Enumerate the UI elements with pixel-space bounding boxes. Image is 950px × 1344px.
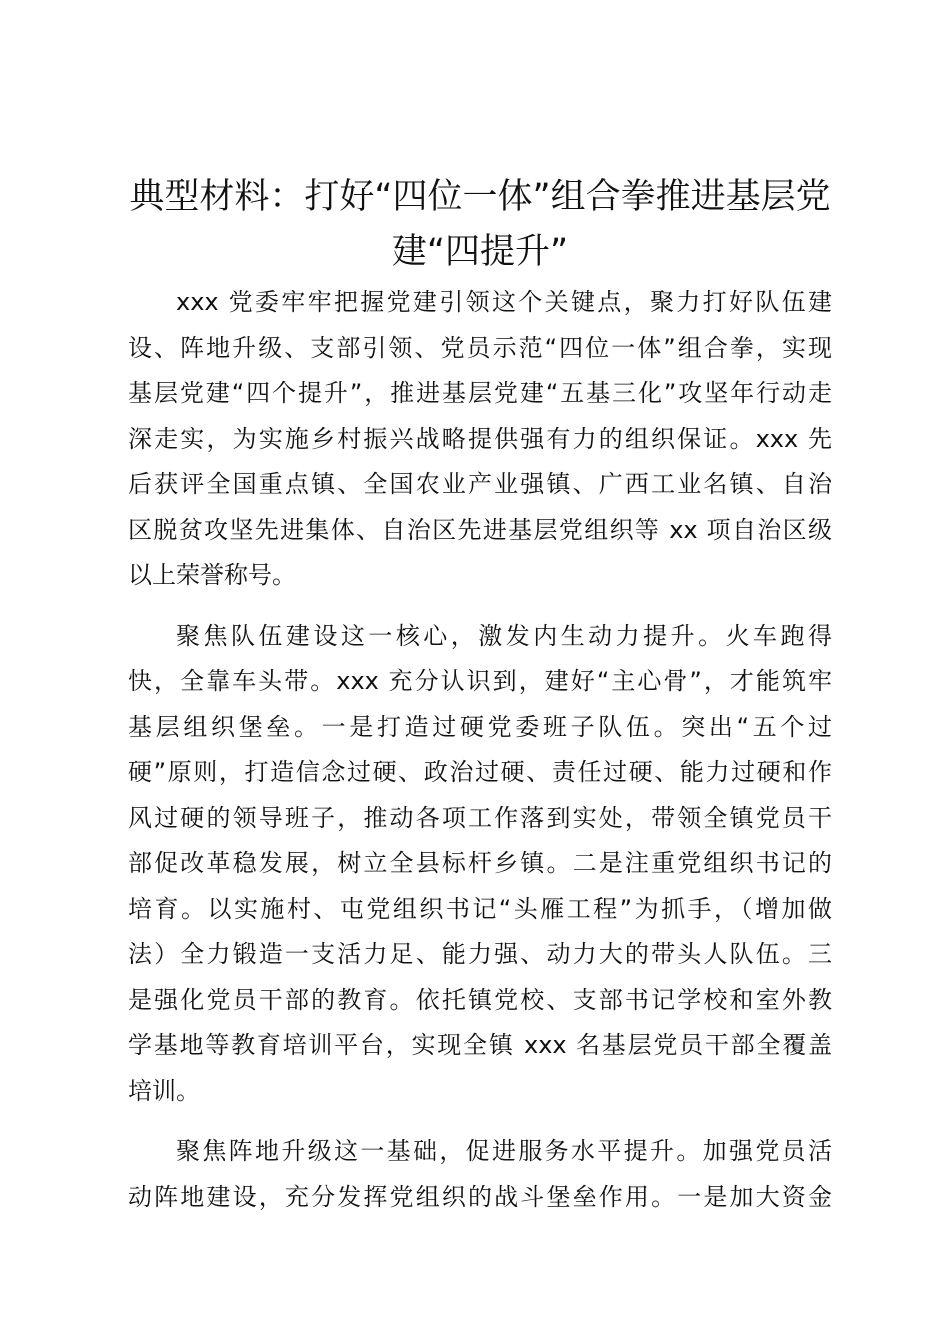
text-line: 后获评全国重点镇、全国农业产业强镇、广西工业名镇、自治	[128, 470, 832, 498]
text-line: 动阵地建设，充分发挥党组织的战斗堡垒作用。一是加大资金	[128, 1182, 832, 1211]
text-line: 基层组织堡垒。一是打造过硬党委班子队伍。突出“五个过	[128, 712, 832, 741]
text-line: xxx 党委牢牢把握党建引领这个关键点，聚力打好队伍建	[176, 288, 832, 316]
paragraph-1	[128, 280, 832, 599]
text-line: 风过硬的领导班子，推动各项工作落到实处，带领全镇党员干	[128, 803, 832, 832]
text-line: 聚焦队伍建设这一核心，激发内生动力提升。火车跑得	[176, 621, 832, 650]
text-line: 是强化党员干部的教育。依托镇党校、支部书记学校和室外教	[128, 985, 832, 1014]
text-line: 设、阵地升级、支部引领、党员示范“四位一体”组合拳，实现	[128, 333, 832, 362]
title-line-1: 典型材料：打好“四位一体”组合拳推进基层党	[129, 177, 831, 217]
text-line: 聚焦阵地升级这一基础，促进服务水平提升。加强党员活	[176, 1137, 832, 1165]
paragraph-3	[128, 1129, 832, 1220]
document-page	[128, 170, 832, 1235]
text-line: 培训。	[128, 1076, 200, 1105]
paragraph-2	[128, 614, 832, 1115]
text-line: 快，全靠车头带。xxx 充分认识到，建好“主心骨”，才能筑牢	[128, 667, 832, 695]
text-line: 学基地等教育培训平台，实现全镇 xxx 名基层党员干部全覆盖	[128, 1031, 832, 1059]
text-line: 区脱贫攻坚先进集体、自治区先进基层党组织等 xx 项自治区级	[128, 515, 832, 544]
text-line: 部促改革稳发展，树立全县标杆乡镇。二是注重党组织书记的	[128, 849, 832, 877]
text-line: 深走实，为实施乡村振兴战略提供强有力的组织保证。xxx 先	[128, 424, 832, 453]
text-line: 硬”原则，打造信念过硬、政治过硬、责任过硬、能力过硬和作	[128, 758, 832, 786]
text-line: 培育。以实施村、屯党组织书记“头雁工程”为抓手，（增加做	[128, 894, 832, 923]
text-line: 法）全力锻造一支活力足、能力强、动力大的带头人队伍。三	[128, 940, 832, 968]
title-line-2: 建“四提升”	[391, 232, 569, 272]
text-line: 基层党建“四个提升”，推进基层党建“五基三化”攻坚年行动走	[128, 379, 832, 407]
text-line: 以上荣誉称号。	[128, 561, 296, 589]
document-title	[128, 170, 832, 280]
